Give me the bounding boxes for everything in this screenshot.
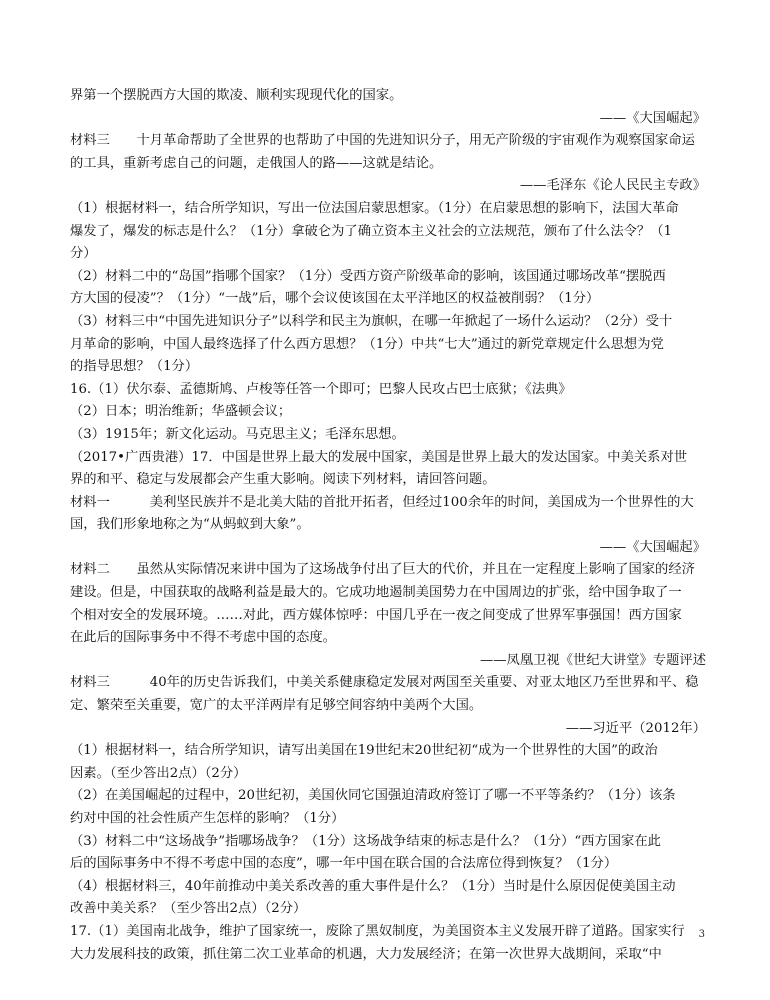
text-line: 大力发展科技的政策，抓住第二次工业革命的机遇，大力发展经济；在第一次世界大战期间，采取“中 [70,946,662,962]
text-line: 的工具，重新考虑自己的问题，走俄国人的路——这就是结论。 [70,155,443,171]
document-body [70,85,706,966]
text-line: 分） [70,246,97,262]
text-line: （3）1915年；新文化运动。马克思主义；毛泽东思想。 [70,426,405,442]
source-attribution-line: ——毛泽东《论人民民主专政》 [519,178,706,194]
source-attribution-line: ——凤凰卫视《世纪大讲堂》专题评述 [479,652,706,668]
text-line: （3）材料三中“中国先进知识分子”以科学和民主为旗帜，在哪一年掀起了一场什么运动？（2分）受十 [70,313,673,329]
text-line: 个相对安全的发展环境。……对此，西方媒体惊呼：中国几乎在一夜之间变成了世界军事强国！西方国家 [70,607,682,623]
text-line: 月革命的影响，中国人最终选择了什么西方思想？（1分）中共“七大”通过的新党章规定什么思想为党 [70,336,664,352]
text-line: 因素。（至少答出2点）（2分） [70,765,247,781]
text-line: 材料三 40年的历史告诉我们，中美关系健康稳定发展对两国至关重要、对亚太地区乃至世界和平、稳 [70,675,699,691]
text-line: 约对中国的社会性质产生怎样的影响？（1分） [70,811,345,826]
text-line: 16.（1）伏尔泰、孟德斯鸠、卢梭等任答一个即可；巴黎人民攻占巴士底狱；《法典》 [70,381,572,397]
text-line: （1）根据材料一，结合所学知识，写出一位法国启蒙思想家。（1分）在启蒙思想的影响下，法国大革命 [70,200,679,216]
text-line: 材料二 虽然从实际情况来讲中国为了这场战争付出了巨大的代价，并且在一定程度上影响了国家的经济 [70,562,695,578]
source-attribution-line: ——《大国崛起》 [599,539,706,555]
text-line: 国，我们形象地称之为“从蚂蚁到大象”。 [70,517,310,533]
text-line: （2）在美国崛起的过程中，20世纪初，美国伙同它国强迫清政府签订了哪一不平等条约？（1分）该条 [70,788,676,804]
text-line: （1）根据材料一，结合所学知识，请写出美国在19世纪末20世纪初“成为一个世界性的大国”的政治 [70,743,658,759]
text-line: 方大国的侵凌”？（1分）“一战”后，哪个会议使该国在太平洋地区的权益被削弱？（1分） [70,291,600,307]
text-line: 材料一 美利坚民族并不是北美大陆的首批开拓者，但经过100余年的时间，美国成为一个世界性的大 [70,494,694,510]
text-line: 界的和平、稳定与发展都会产生重大影响。阅读下列材料，请回答问题。 [70,472,496,488]
text-line: 爆发了，爆发的标志是什么？（1分）拿破仑为了确立资本主义社会的立法规范，颁布了什么法令？（1 [70,223,672,239]
text-line: 后的国际事务中不得不考虑中国的态度”，哪一年中国在联合国的合法席位得到恢复？（1分） [70,856,618,872]
text-line: 建设。但是，中国获取的战略利益是最大的。它成功地遏制美国势力在中国周边的扩张，给中国争取了一 [70,585,682,601]
source-attribution-line: ——习近平（2012年） [565,720,706,736]
text-line: （2017•广西贵港）17．中国是世界上最大的发展中国家，美国是世界上最大的发达国家。中美关系对世 [70,449,688,465]
text-line: 在此后的国际事务中不得不考虑中国的态度。 [70,630,336,646]
text-line: （2）材料二中的“岛国”指哪个国家？（1分）受西方资产阶级革命的影响，该国通过哪场改革“摆脱西 [70,268,666,284]
page-number: 3 [698,929,705,940]
source-attribution-line: ——《大国崛起》 [599,110,706,126]
text-line: （2）日本；明治维新；华盛顿会议； [70,404,292,420]
text-line: 改善中美关系？（至少答出2点）（2分） [70,901,307,917]
text-line: 材料三 十月革命帮助了全世界的也帮助了中国的先进知识分子，用无产阶级的宇宙观作为观察国家命运 [70,133,695,149]
text-line: 界第一个摆脱西方大国的欺凌、顺利实现现代化的国家。 [70,88,403,103]
text-line: 的指导思想？（1分） [70,359,199,375]
text-line: （4）根据材料三，40年前推动中美关系改善的重大事件是什么？（1分）当时是什么原因促使美国主动 [70,878,676,894]
text-line: （3）材料二中“这场战争”指哪场战争？（1分）这场战争结束的标志是什么？（1分）“西方国家在此 [70,833,661,849]
text-line: 17.（1）美国南北战争，维护了国家统一，废除了黑奴制度，为美国资本主义发展开辟了道路。国家实行 [70,923,685,939]
text-line: 定、繁荣至关重要，宽广的太平洋两岸有足够空间容纳中美两个大国。 [70,698,483,714]
